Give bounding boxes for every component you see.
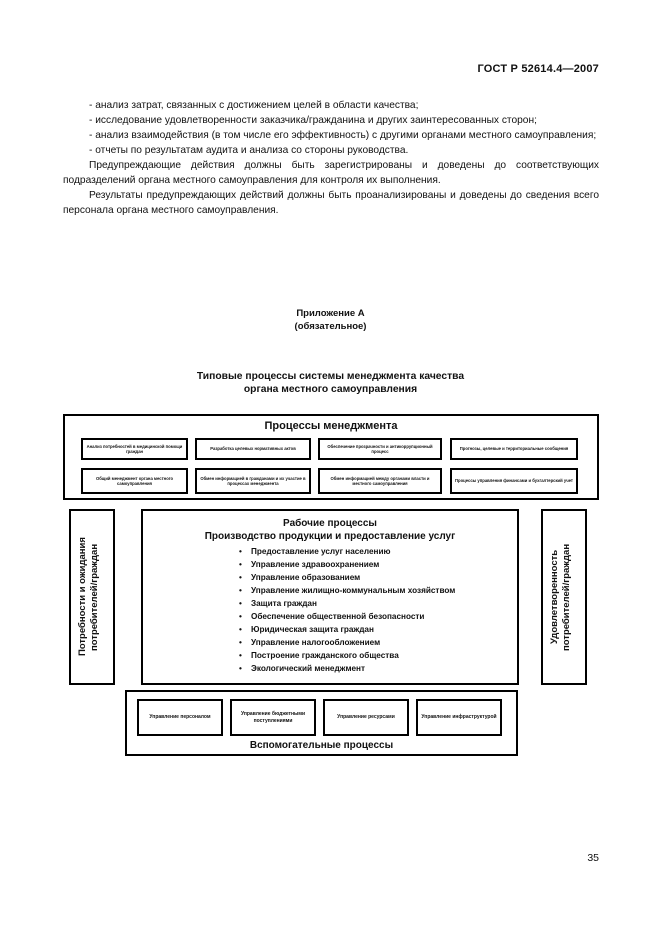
satisfaction-box [541,509,587,685]
management-process-box: Обмен информацией в гражданами и их участие в процессах менеджмента [195,468,311,494]
support-process-box: Управление персоналом [137,699,223,736]
list-item: • Управление здравоохранением [239,558,455,571]
management-process-box: Общий менеджмент органа местного самоуправления [81,468,188,494]
needs-expectations-line2: потребителей/граждан [89,543,100,651]
body-paragraph: - отчеты по результатам аудита и анализа со стороны руководства. [89,145,409,156]
body-paragraph: - анализ взаимодействия (в том числе его эффективность) с другими органами местного самоуправления; [89,130,597,141]
needs-expectations-box [69,509,115,685]
figure-title-line1: Типовые процессы системы менеджмента качества [196,371,465,382]
support-process-box: Управление ресурсами [323,699,409,736]
needs-expectations-line1: Потребности и ожидания [77,537,88,657]
satisfaction-line1: Удовлетворенность [549,549,560,645]
appendix-title: Приложение А [296,308,365,319]
list-item: • Экологический менеджмент [239,662,455,675]
management-process-box: Обеспечение прозрачности и антикоррупционный процесс [318,438,442,460]
working-processes-box [141,509,519,685]
satisfaction-line2: потребителей/граждан [561,543,572,651]
working-title-line1: Рабочие процессы [283,518,377,529]
list-item: • Управление налогообложением [239,636,455,649]
management-process-box: Разработка целевых нормативных актов [195,438,311,460]
standard-header: ГОСТ Р 52614.4—2007 [477,63,599,75]
list-item: • Предоставление услуг населению [239,545,455,558]
body-paragraph: - анализ затрат, связанных с достижением целей в области качества; [89,100,419,111]
list-item: • Обеспечение общественной безопасности [239,610,455,623]
figure-title-line2: органа местного самоуправления [243,384,418,395]
support-processes-box [125,690,518,756]
needs-expectations-label [77,516,107,678]
support-title: Вспомогательные процессы [249,740,394,751]
body-text [63,98,599,218]
working-title-line2: Производство продукции и предоставление услуг [204,531,456,542]
list-item: • Защита граждан [239,597,455,610]
support-process-box: Управление бюджетными поступлениями [230,699,316,736]
working-process-list [239,545,455,675]
management-title: Процессы менеджмента [264,420,398,432]
body-paragraph: Результаты предупреждающих действий должны быть проанализированы и доведены до сведения всего персонала органа местного самоуправления. [63,190,599,216]
management-process-box: Анализ потребностей в медицинской помощи граждан [81,438,188,460]
body-paragraph: - исследование удовлетворенности заказчика/гражданина и других заинтересованных сторон; [89,115,537,126]
page-number: 35 [587,852,599,864]
satisfaction-label [549,516,579,678]
list-item: • Построение гражданского общества [239,649,455,662]
list-item: • Управление образованием [239,571,455,584]
list-item: • Управление жилищно-коммунальным хозяйством [239,584,455,597]
support-process-box: Управление инфраструктурой [416,699,502,736]
management-process-box: Прогнозы, целевые и территориальные сообщения [450,438,578,460]
management-process-box: Обмен информацией между органами власти и местного самоуправления [318,468,442,494]
management-processes-box [63,414,599,500]
body-paragraph: Предупреждающие действия должны быть зарегистрированы и доведены до соответствующих подразделений органа местного самоуправления для контроля их выполнения. [63,160,599,186]
list-item: • Юридическая защита граждан [239,623,455,636]
management-process-box: Процессы управления финансами и бухгалтерский учет [450,468,578,494]
appendix-status: (обязательное) [294,321,367,332]
